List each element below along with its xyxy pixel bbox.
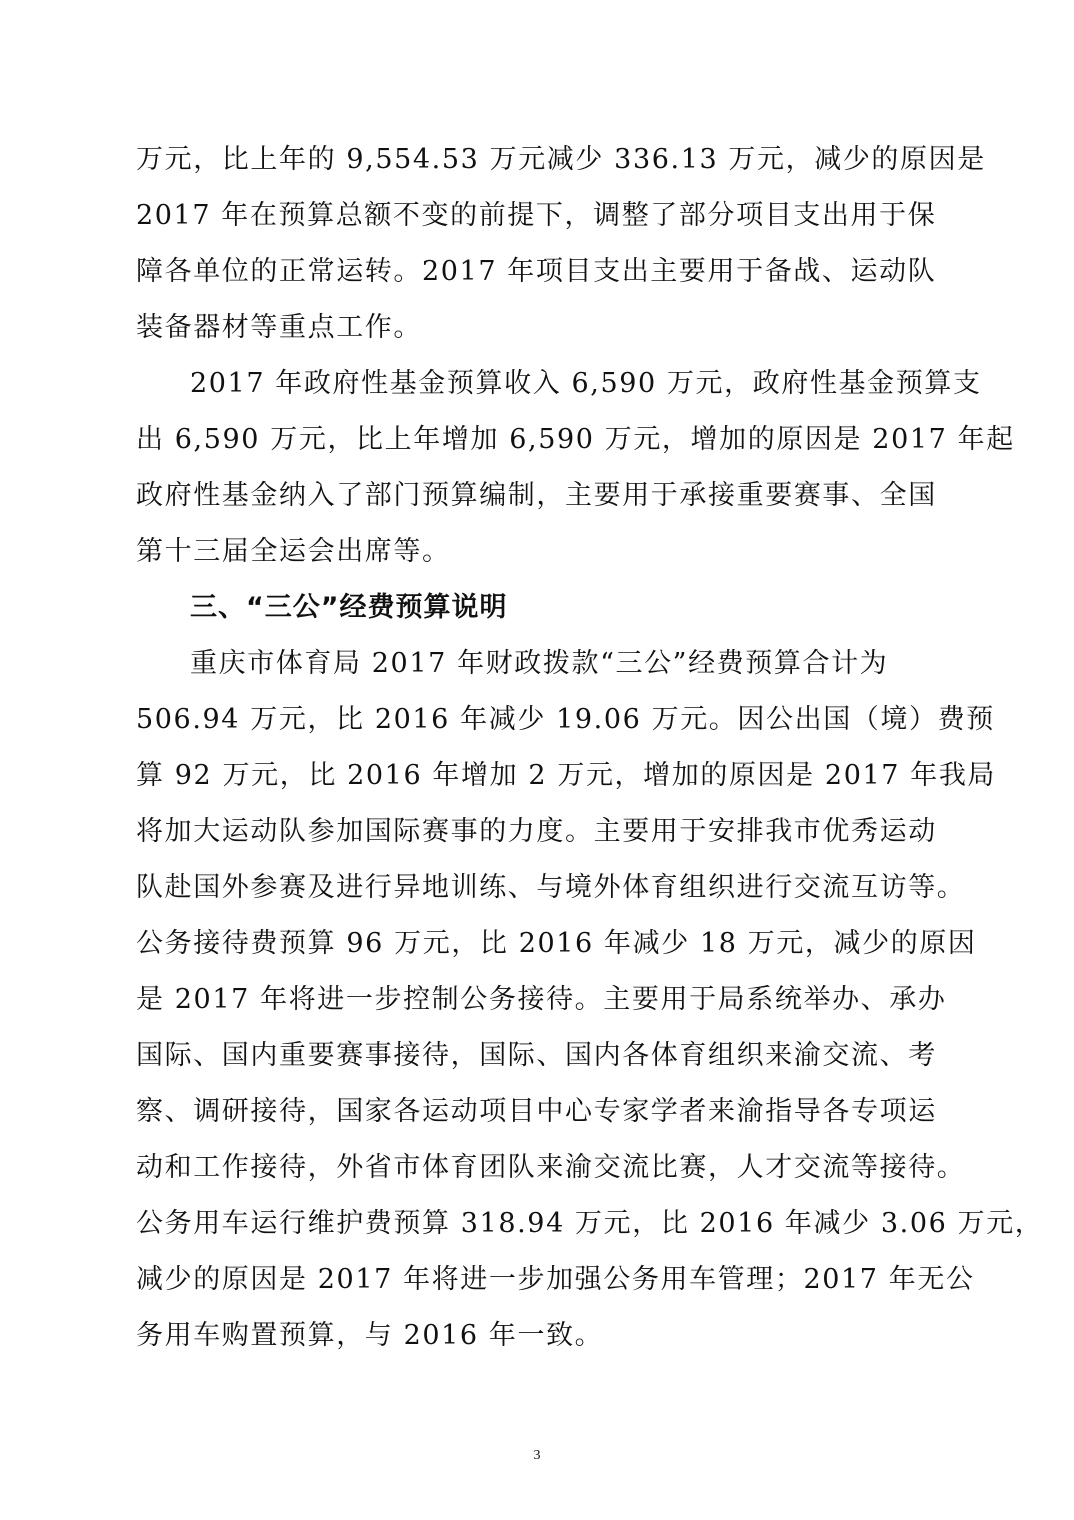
text-line: 动和工作接待，外省市体育团队来渝交流比赛，人才交流等接待。 [136,1152,966,1183]
text-line: 万元，比上年的 9,554.53 万元减少 336.13 万元，减少的原因是 [136,144,986,175]
text-line: 506.94 万元，比 2016 年减少 19.06 万元。因公出国（境）费预 [136,704,995,735]
page-number: 3 [533,1448,541,1463]
section-heading: 三、“三公”经费预算说明 [190,592,508,623]
text-line: 装备器材等重点工作。 [136,312,422,343]
text-line: 察、调研接待，国家各运动项目中心专家学者来渝指导各专项运 [136,1096,937,1127]
text-line: 是 2017 年将进一步控制公务接待。主要用于局系统举办、承办 [136,984,947,1015]
text-line: 2017 年政府性基金预算收入 6,590 万元，政府性基金预算支 [190,368,982,399]
text-line: 将加大运动队参加国际赛事的力度。主要用于安排我市优秀运动 [136,816,937,847]
text-line: 算 92 万元，比 2016 年增加 2 万元，增加的原因是 2017 年我局 [136,760,997,791]
text-line: 公务接待费预算 96 万元，比 2016 年减少 18 万元，减少的原因 [136,928,977,959]
text-line: 国际、国内重要赛事接待，国际、国内各体育组织来渝交流、考 [136,1040,937,1071]
text-line: 2017 年在预算总额不变的前提下，调整了部分项目支出用于保 [136,200,937,231]
text-line: 队赴国外参赛及进行异地训练、与境外体育组织进行交流互访等。 [136,872,966,903]
text-line: 重庆市体育局 2017 年财政拨款“三公”经费预算合计为 [190,648,889,679]
text-line: 障各单位的正常运转。2017 年项目支出主要用于备战、运动队 [136,256,937,287]
text-line: 政府性基金纳入了部门预算编制，主要用于承接重要赛事、全国 [136,480,937,511]
text-line: 公务用车运行维护费预算 318.94 万元，比 2016 年减少 3.06 万元， [136,1208,1044,1239]
text-line: 出 6,590 万元，比上年增加 6,590 万元，增加的原因是 2017 年起 [136,424,1015,455]
text-line: 务用车购置预算，与 2016 年一致。 [136,1320,604,1351]
text-line: 减少的原因是 2017 年将进一步加强公务用车管理；2017 年无公 [136,1264,975,1295]
text-line: 第十三届全运会出席等。 [136,536,451,567]
